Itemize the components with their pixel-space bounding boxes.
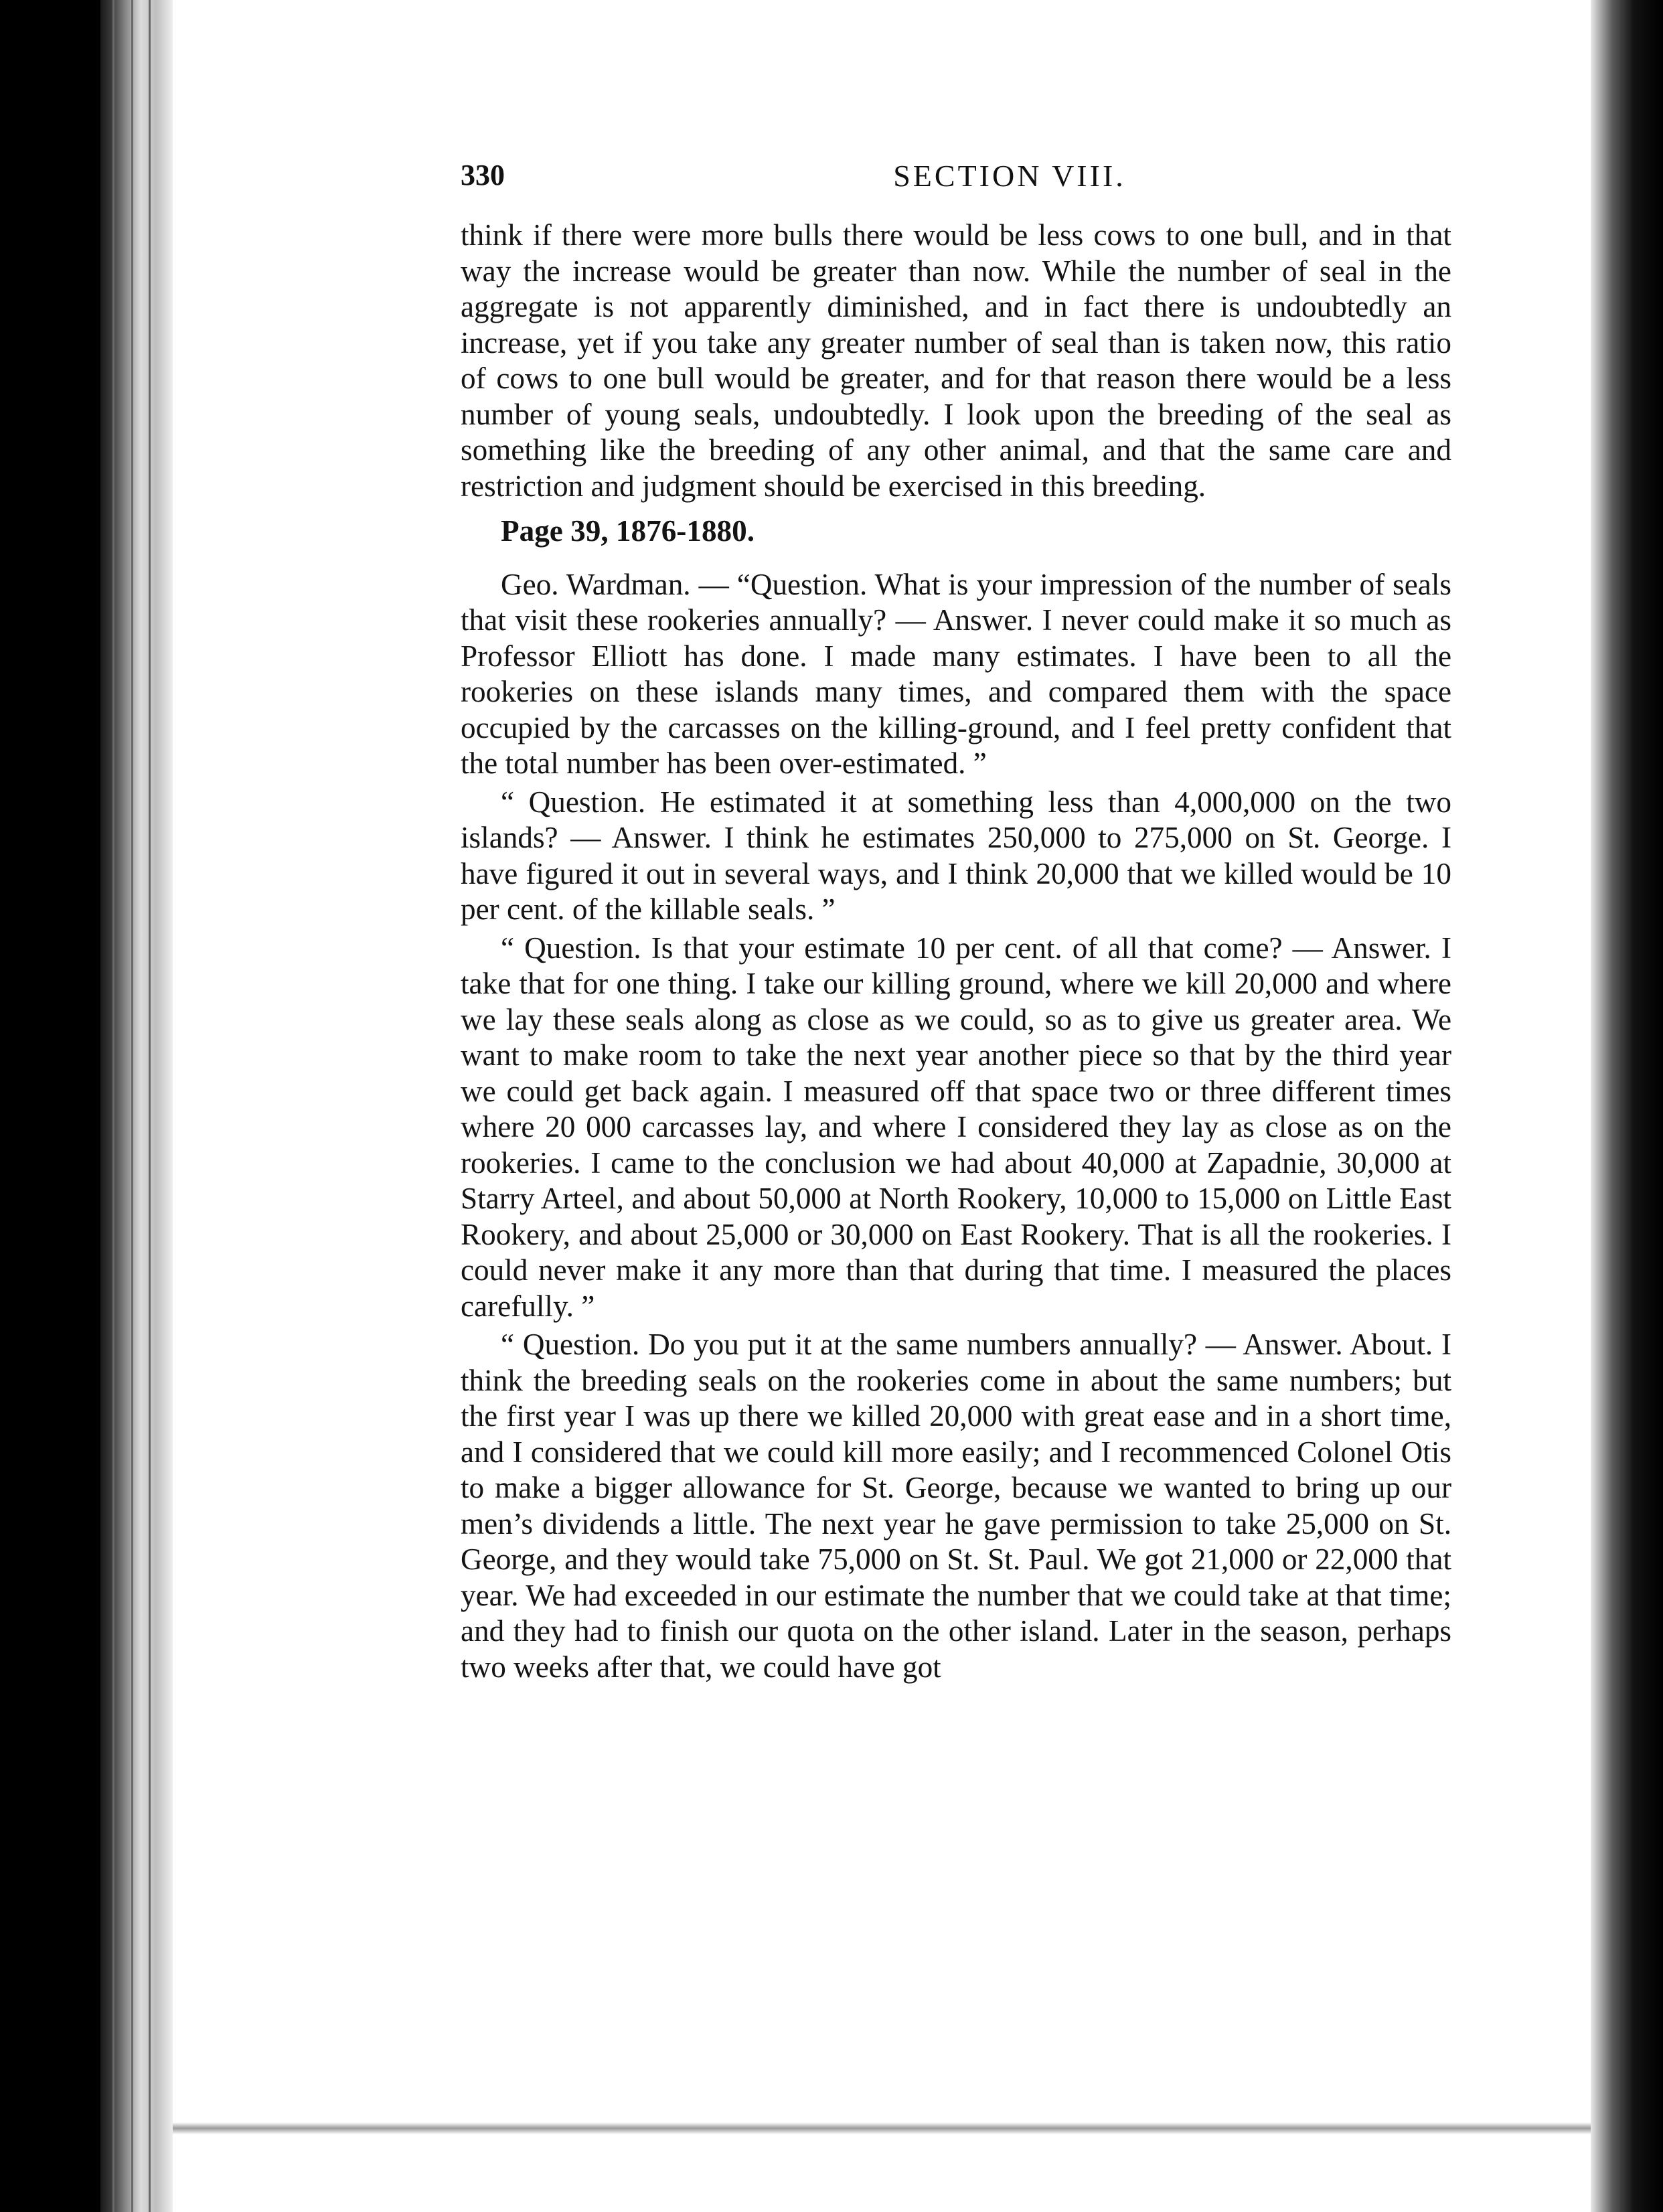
paragraph: think if there were more bulls there would be less cows to one bull, and in that way the increase would be greater than now. While the number of seal in the aggregate is not apparently diminished, and in fact there is undoubtedly an increase, yet if you take any greater number of seal than is taken now, this ratio of cows to one bull would be greater, and for that reason there would be a less number of young seals, undoubtedly. I look upon the breeding of the seal as something like the breeding of any other animal, and that the same care and restriction and judgment should be exercised in this breeding. [461,218,1451,503]
page-number: 330 [461,159,505,191]
paragraph: “ Question. Do you put it at the same numbers annually? — Answer. About. I think the breeding seals on the rookeries come in about the same numbers; but the first year I was up there we killed 20,000 with great ease and in a short time, and I considered that we could kill more easily; and I recommenced Colonel Otis to make a bigger allowance for St. George, because we wanted to bring up our men’s dividends a little. The next year he gave permission to take 25,000 on St. George, and they would take 75,000 on St. St. Paul. We got 21,000 or 22,000 that year. We had exceeded in our estimate the number that we could take at that time; and they had to finish our quota on the other island. Later in the season, perhaps two weeks after that, we could have got [461,1328,1451,1684]
page-right-edge [1591,0,1663,2212]
paragraph: Geo. Wardman. — “Question. What is your impression of the number of seals that visit these rookeries annually? — Answer. I never could make it so much as Professor Elliott has done. I made many estimates. I have been to all the rookeries on these islands many times, and compared them with the space occupied by the carcasses on the killing-ground, and I feel pretty confident that the total number has been over-estimated. ” [461,567,1451,780]
page-bottom-edge [173,2122,1591,2134]
page-body [461,218,1451,1685]
binding-edge-line [149,0,151,2212]
citation: Page 39, 1876-1880. [501,514,755,548]
paragraph: “ Question. He estimated it at something less than 4,000,000 on the two islands? — Answer. I think he estimates 250,000 to 275,000 on St. George. I have figured it out in several ways, and I think 20,000 that we killed would be 10 per cent. of the killable seals. ” [461,785,1451,926]
paragraph: “ Question. Is that your estimate 10 per cent. of all that come? — Answer. I take that for one thing. I take our killing ground, where we kill 20,000 and where we lay these seals along as close as we could, so as to give us greater area. We want to make room to take the next year another piece so that by the third year we could get back again. I measured off that space two or three different times where 20 000 carcasses lay, and where I considered they lay as close as on the rookeries. I came to the conclusion we had about 40,000 at Zapadnie, 30,000 at Starry Arteel, and about 50,000 at North Rookery, 10,000 to 15,000 on Little East Rookery, and about 25,000 or 30,000 on East Rookery. That is all the rookeries. I could never make it any more than that during that time. I measured the places carefully. ” [461,931,1451,1323]
binding-edge-line [112,0,114,2212]
binding-edge-line [131,0,133,2212]
running-head: SECTION VIII. [893,159,1126,193]
page-header [461,158,1451,212]
book-binding [100,0,174,2212]
